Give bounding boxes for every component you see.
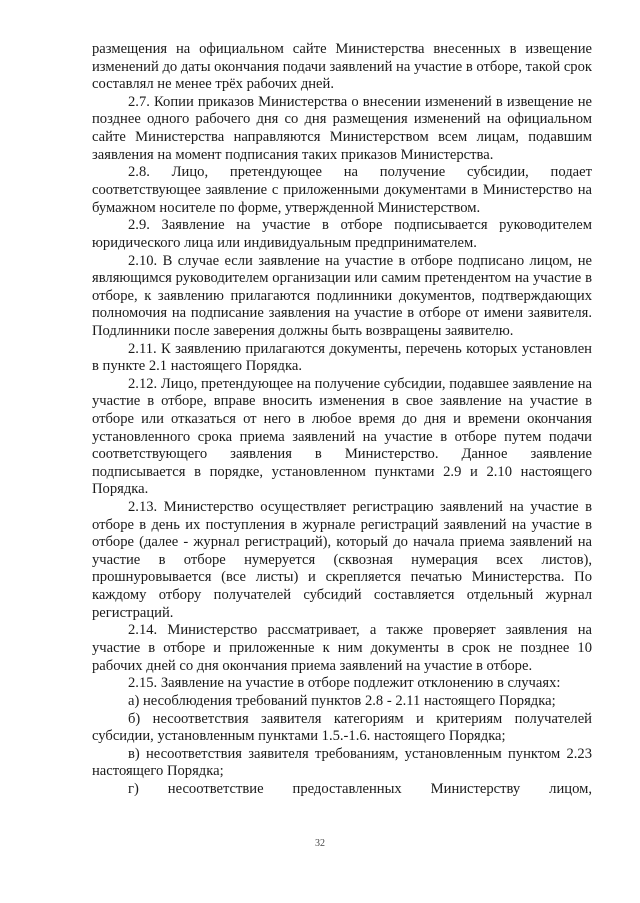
- list-item-g: г) несоответствие предоставленных Министерству лицом,: [128, 781, 592, 798]
- paragraph-2-8: 2.8. Лицо, претендующее на получение субсидии, подает соответствующее заявление с приложенными документами в Министерство на бумажном носителе по форме, утвержденной Министерством.: [92, 164, 592, 216]
- paragraph-2-15: 2.15. Заявление на участие в отборе подлежит отклонению в случаях:: [128, 675, 561, 692]
- paragraph-2-9: 2.9. Заявление на участие в отборе подписывается руководителем юридического лица или индивидуальным предпринимателем.: [92, 217, 592, 251]
- document-body: [92, 41, 592, 799]
- paragraph-2-13: 2.13. Министерство осуществляет регистрацию заявлений на участие в отборе в день их поступления в журнале регистраций заявлений на участие в отборе (далее - журнал регистраций), который до начала приема заявлений на участие в отборе нумеруется (сквозная нумерация всех листов), прошнуровывается (все листы) и скрепляется печатью Министерства. По каждому отбору получателей субсидий составляется отдельный журнал регистраций.: [92, 499, 592, 621]
- paragraph-continuation: размещения на официальном сайте Министерства внесенных в извещение изменений до даты окончания подачи заявлений на участие в отборе, такой срок составлял не менее трёх рабочих дней.: [92, 41, 592, 93]
- list-item-v: в) несоответствия заявителя требованиям, установленным пунктом 2.23 настоящего Порядка;: [92, 745, 592, 780]
- paragraph-2-10: 2.10. В случае если заявление на участие в отборе подписано лицом, не являющимся руководителем организации или самим претендентом на участие в отборе, к заявлению прилагаются подлинники документов, подтверждающих полномочия на подписание заявления на участие в отборе от имени заявителя. Подлинники после заверения должны быть возвращены заявителю.: [92, 252, 592, 339]
- paragraph-2-12: 2.12. Лицо, претендующее на получение субсидии, подавшее заявление на участие в отборе, вправе вносить изменения в свое заявление на участие в отборе или отказаться от него в любое время до дня и времени окончания установленного срока приема заявлений на участие в отборе путем подачи соответствующего заявления в Министерство. Данное заявление подписывается в порядке, установленном пунктами 2.9 и 2.10 настоящего Порядка.: [92, 375, 592, 498]
- list-item-b: б) несоответствия заявителя категориям и критериям получателей субсидии, установленным пунктами 1.5.-1.6. настоящего Порядка;: [92, 710, 592, 745]
- list-item-a: а) несоблюдения требований пунктов 2.8 - 2.11 настоящего Порядка;: [128, 692, 556, 709]
- page-number: 32: [315, 838, 325, 849]
- paragraph-2-11: 2.11. К заявлению прилагаются документы, перечень которых установлен в пункте 2.1 настоящего Порядка.: [92, 340, 592, 375]
- paragraph-2-7: 2.7. Копии приказов Министерства о внесении изменений в извещение не позднее одного рабочего дня со дня размещения изменений на официальном сайте Министерства направляются Министерством всем лицам, подавшим заявления на момент подписания таких приказов Министерства.: [92, 93, 592, 163]
- paragraph-2-14: 2.14. Министерство рассматривает, а также проверяет заявления на участие в отборе и приложенные к ним документы в срок не позднее 10 рабочих дней со дня окончания приема заявлений на участие в отборе.: [92, 622, 592, 674]
